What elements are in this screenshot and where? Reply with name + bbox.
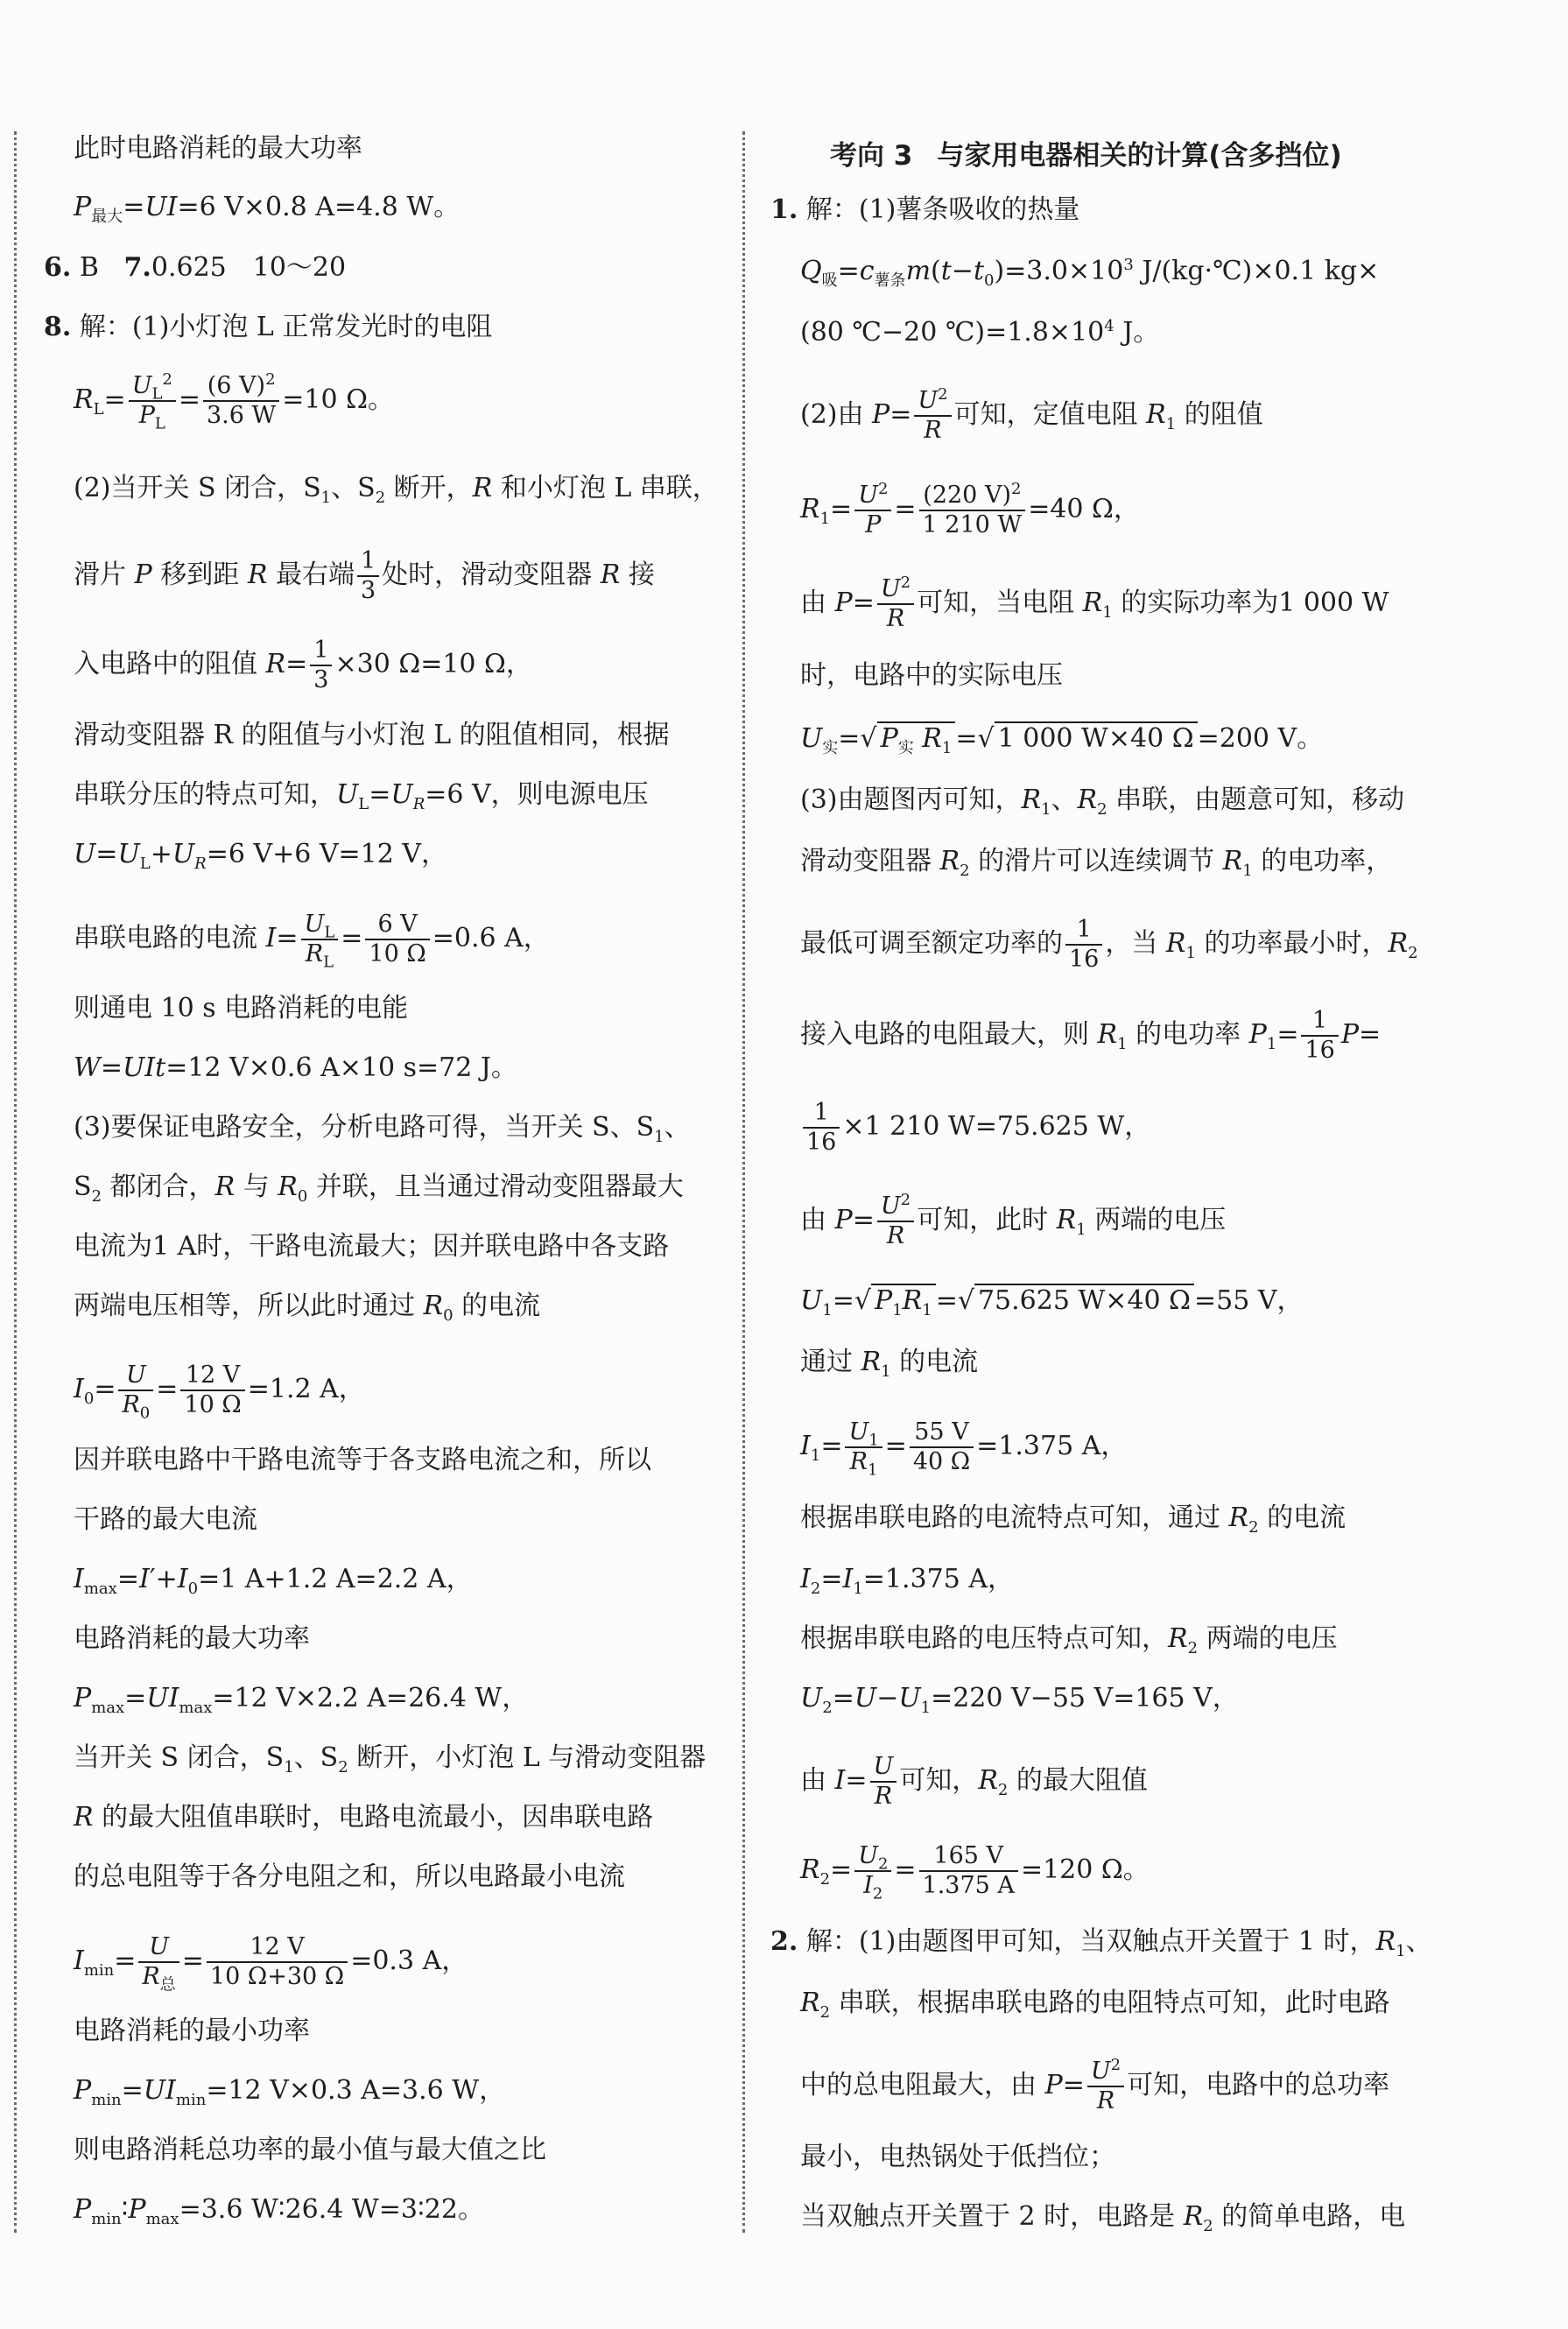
text-line: 滑片 P 移到距 R 最右端 $\frac{1}{3}$ 处时，滑动变阻器 R 接 bbox=[74, 547, 655, 604]
text-line: 接入电路的电阻最大，则 $R_1$ 的电功率 $P_1=$ $\frac{1}{16}$ P= bbox=[800, 1007, 1382, 1064]
text-line: 电路消耗的最大功率 bbox=[74, 1623, 310, 1654]
formula-line: $I_{min}=$ $\frac{U}{R_总}$ = $\frac{12 V}{10 \Omega+30 \Omega}$ =0.3 A， bbox=[74, 1933, 468, 1995]
text-line: 滑动变阻器 $R_2$ 的滑片可以连续调节 $R_1$ 的电功率， bbox=[800, 846, 1393, 880]
text-line: 滑动变阻器 R 的阻值与小灯泡 L 的阻值相同，根据 bbox=[74, 720, 670, 750]
text-line: 串联分压的特点可知，$U_L=U_R=6$ V，则电源电压 bbox=[74, 779, 649, 813]
formula-line: $P_{min}∶P_{max}=3.6$ W∶26.4 W=3∶22。 bbox=[74, 2194, 484, 2228]
formula-line: 串联电路的电流 I= $\frac{U_L}{R_L}$ = $\frac{6 V}{10 \Omega}$ =0.6 A， bbox=[74, 911, 550, 972]
text-line: 因并联电路中干路电流等于各支路电流之和，所以 bbox=[74, 1445, 651, 1475]
text-line: (2)由 P= $\frac{U^2}{R}$ 可知，定值电阻 $R_1$ 的阻值 bbox=[800, 385, 1263, 444]
question-number: 6. bbox=[44, 252, 72, 283]
text-line: 由 P= $\frac{U^2}{R}$ 可知，当电阻 $R_1$ 的实际功率为1 000 W bbox=[800, 573, 1389, 632]
question-number: 7. bbox=[123, 252, 151, 283]
text-line: 根据串联电路的电流特点可知，通过 $R_2$ 的电流 bbox=[800, 1502, 1347, 1537]
formula-line: (80 ℃−20 $℃)=1.8\times 10^4$ J。 bbox=[800, 317, 1160, 348]
question-number: 1. bbox=[770, 194, 798, 225]
text-line: 的总电阻等于各分电阻之和，所以电路最小电流 bbox=[74, 1861, 625, 1892]
text-line: 干路的最大电流 bbox=[74, 1504, 257, 1535]
text-line: 最小，电热锅处于低挡位； bbox=[800, 2142, 1115, 2172]
text-line: (3)要保证电路安全，分析电路可得，当开关 S、$S_1$、 bbox=[74, 1112, 691, 1146]
section-heading bbox=[830, 133, 1342, 172]
solution-text: 解：(1)小灯泡 L 正常发光时的电阻 bbox=[79, 312, 493, 342]
formula-line: $P_{最大}=UI=6$ V×0.8 A=4.8 W。 bbox=[74, 192, 461, 226]
formula-line: $U_2=U-U_1=220$ V−55 V=165 V， bbox=[800, 1683, 1239, 1717]
formula-line: $I_0=$ $\frac{U}{R_0}$ = $\frac{12 V}{10 \Omega}$ =1.2 A， bbox=[74, 1362, 365, 1423]
text-line: 入电路中的阻值 R= $\frac{1}{3}$ ×30 Ω=10 Ω， bbox=[74, 637, 532, 693]
formula-line: $U_1=√$ $P_1R_1$ =√ 75.625 W×40 Ω =55 V， bbox=[800, 1285, 1304, 1319]
text-line: 时，电路中的实际电压 bbox=[800, 660, 1063, 691]
formula-line: W=UIt=12 V×0.6 A×10 s=72 J。 bbox=[74, 1052, 517, 1083]
text-line: 根据串联电路的电压特点可知，$R_2$ 两端的电压 bbox=[800, 1623, 1338, 1657]
text-line: 中的总电阻最大，由 P= $\frac{U^2}{R}$ 可知，电路中的总功率 bbox=[800, 2056, 1390, 2114]
text-line: 电路消耗的最小功率 bbox=[74, 2016, 310, 2046]
question-2-line: 2. 解：(1)由题图甲可知，当双触点开关置于 1 时，$R_1$、 bbox=[770, 1926, 1432, 1960]
text-line: 则通电 10 s 电路消耗的电能 bbox=[74, 993, 409, 1024]
column-divider bbox=[742, 131, 745, 2233]
question-number: 8. bbox=[44, 312, 72, 342]
text-line: (2)当开关 S 闭合，$S_1$、$S_2$ 断开，R 和小灯泡 L 串联， bbox=[74, 473, 719, 507]
text-line: 通过 $R_1$ 的电流 bbox=[800, 1347, 979, 1381]
text-line: $S_2$ 都闭合，R 与 $R_0$ 并联，且当通过滑动变阻器最大 bbox=[74, 1172, 684, 1206]
formula-line: $R_L=$ $\frac{U_L^2}{P_L}$ = $\frac{(6 V)^2}{3.6 W}$ =10 Ω。 bbox=[74, 370, 395, 433]
text-line: 由 P= $\frac{U^2}{R}$ 可知，此时 $R_1$ 两端的电压 bbox=[800, 1191, 1227, 1249]
binding-margin-line bbox=[14, 131, 17, 2233]
section-tag: 考向 3 bbox=[830, 140, 913, 172]
text-line: $R_2$ 串联，根据串联电路的电阻特点可知，此时电路 bbox=[800, 1988, 1390, 2022]
question-1-line bbox=[770, 193, 1079, 228]
formula-line: $I_2=I_1=1.375$ A， bbox=[800, 1564, 1014, 1598]
question-number: 2. bbox=[770, 1926, 798, 1957]
text-line: 则电路消耗总功率的最小值与最大值之比 bbox=[74, 2135, 546, 2165]
text-line: 当开关 S 闭合，$S_1$、$S_2$ 断开，小灯泡 L 与滑动变阻器 bbox=[74, 1742, 707, 1777]
formula-line: $U=U_L+U_R=6$ V+6 V=12 V， bbox=[74, 839, 448, 873]
formula-line: $I_{max}=I'+I_0=1$ A+1.2 A=2.2 A， bbox=[74, 1564, 473, 1598]
text-line: 此时电路消耗的最大功率 bbox=[74, 133, 362, 164]
text-line: R 的最大阻值串联时，电路电流最小，因串联电路 bbox=[74, 1802, 654, 1833]
formula-line: $Q_吸=c_{薯条}m(t-t_0)=3.0\times 10^3$ J/(kg·℃)×0.1 kg× bbox=[800, 256, 1380, 290]
answer-text: 0.625 10～20 bbox=[151, 252, 347, 283]
question-8-line bbox=[44, 310, 492, 345]
section-title: 与家用电器相关的计算(含多挡位) bbox=[937, 140, 1342, 172]
text-line: 最低可调至额定功率的 $\frac{1}{16}$ ，当 $R_1$ 的功率最小时，$R_2$ bbox=[800, 916, 1418, 973]
text-line: 当双触点开关置于 2 时，电路是 $R_2$ 的简单电路，电 bbox=[800, 2201, 1406, 2235]
text-line: 两端电压相等，所以此时通过 $R_0$ 的电流 bbox=[74, 1291, 541, 1325]
answer-text: B bbox=[79, 252, 99, 283]
formula-line: $\frac{1}{16}$ ×1 210 W=75.625 W， bbox=[800, 1099, 1150, 1157]
answer-line-6-7 bbox=[44, 250, 346, 285]
text-line: 由 I= $\frac{U}{R}$ 可知，$R_2$ 的最大阻值 bbox=[800, 1753, 1148, 1810]
text-line: (3)由题图丙可知，$R_1$、$R_2$ 串联，由题意可知，移动 bbox=[800, 785, 1405, 819]
formula-line: $U_实=√$ $P_实$ $R_1$ =√ 1 000 W×40 Ω =200 V。 bbox=[800, 723, 1324, 757]
formula-line: $P_{max}=UI_{max}=12$ V×2.2 A=26.4 W， bbox=[74, 1683, 529, 1717]
formula-line: $R_2=$ $\frac{U_2}{I_2}$ = $\frac{165 V}{1.375 A}$ =120 Ω。 bbox=[800, 1842, 1150, 1903]
formula-line: $P_{min}=UI_{min}=12$ V×0.3 A=3.6 W， bbox=[74, 2075, 506, 2109]
formula-line: $R_1=$ $\frac{U^2}{P}$ = $\frac{(220 V)^2}{1 210 W}$ =40 Ω， bbox=[800, 480, 1140, 538]
solution-text: 解：(1)薯条吸收的热量 bbox=[805, 194, 1080, 225]
text-line: 电流为1 A时，干路电流最大；因并联电路中各支路 bbox=[74, 1231, 670, 1262]
formula-line: $I_1=$ $\frac{U_1}{R_1}$ = $\frac{55 V}{40 \Omega}$ =1.375 A， bbox=[800, 1418, 1128, 1480]
